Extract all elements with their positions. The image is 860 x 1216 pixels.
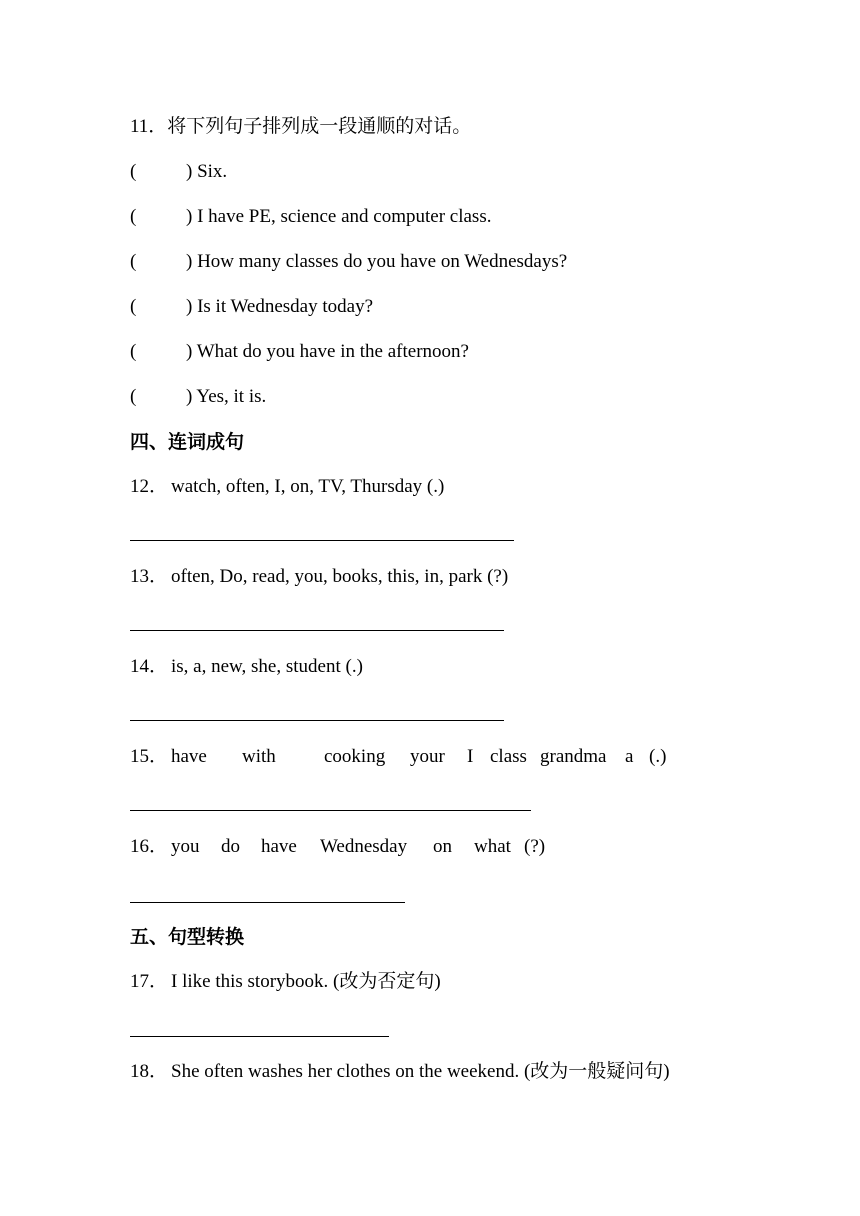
q17-answer-line[interactable] (130, 1036, 389, 1037)
question-number: 12． (130, 476, 169, 497)
q11-item-text: ) I have PE, science and computer class. (186, 206, 492, 227)
word: (?) (524, 836, 546, 857)
answer-paren[interactable]: ( (130, 161, 137, 182)
q11-item-6 (130, 385, 266, 409)
section-heading-4: 四、连词成句 (130, 431, 245, 453)
word: have (261, 836, 297, 857)
question-text: often, Do, read, you, books, this, in, park (?) (171, 566, 509, 587)
q11-item-text: ) Is it Wednesday today? (186, 296, 374, 317)
question-text: watch, often, I, on, TV, Thursday (.) (171, 476, 445, 497)
q11-item-1 (130, 160, 227, 184)
q15-answer-line[interactable] (130, 810, 531, 811)
q11-item-text: ) Six. (186, 161, 228, 182)
question-number: 16． (130, 836, 169, 857)
answer-paren[interactable]: ( (130, 251, 137, 272)
question-number: 18． (130, 1061, 169, 1082)
answer-paren[interactable]: ( (130, 341, 137, 362)
q17-prompt (130, 970, 441, 994)
q11-item-text: ) How many classes do you have on Wednesdays? (186, 251, 568, 272)
q16-answer-line[interactable] (130, 902, 405, 903)
question-number: 13． (130, 566, 169, 587)
section-heading-5: 五、句型转换 (130, 926, 245, 948)
word: with (242, 746, 276, 767)
q14-prompt (130, 655, 363, 679)
question-text: is, a, new, she, student (.) (171, 656, 363, 677)
answer-paren[interactable]: ( (130, 206, 137, 227)
q11-item-text: ) Yes, it is. (186, 386, 267, 407)
q11-title: 11．将下列句子排列成一段通顺的对话。 (130, 116, 472, 137)
q16-prompt (130, 835, 545, 859)
question-text: She often washes her clothes on the weekend. (改为一般疑问句) (171, 1061, 670, 1082)
word: what (474, 836, 511, 857)
question-number: 14． (130, 656, 169, 677)
q11-item-2 (130, 205, 491, 229)
question-number: 15． (130, 746, 169, 767)
q11-item-5 (130, 340, 469, 364)
q12-answer-line[interactable] (130, 540, 514, 541)
q11-item-text: ) What do you have in the afternoon? (186, 341, 469, 362)
word: have (171, 746, 207, 767)
answer-paren[interactable]: ( (130, 386, 137, 407)
word: (.) (649, 746, 667, 767)
word: do (221, 836, 240, 857)
word: Wednesday (320, 836, 408, 857)
word: on (433, 836, 452, 857)
q13-prompt (130, 565, 508, 589)
word: class (490, 746, 527, 767)
word: a (625, 746, 634, 767)
q11-item-4 (130, 295, 373, 319)
q12-prompt (130, 475, 444, 499)
question-number: 17． (130, 971, 169, 992)
question-text: I like this storybook. (改为否定句) (171, 971, 441, 992)
word: cooking (324, 746, 386, 767)
q18-prompt (130, 1060, 670, 1084)
word: I (467, 746, 474, 767)
q15-prompt (130, 745, 666, 769)
q14-answer-line[interactable] (130, 720, 504, 721)
word: your (410, 746, 445, 767)
q11-item-3 (130, 250, 567, 274)
word: you (171, 836, 200, 857)
q13-answer-line[interactable] (130, 630, 504, 631)
word: grandma (540, 746, 607, 767)
answer-paren[interactable]: ( (130, 296, 137, 317)
